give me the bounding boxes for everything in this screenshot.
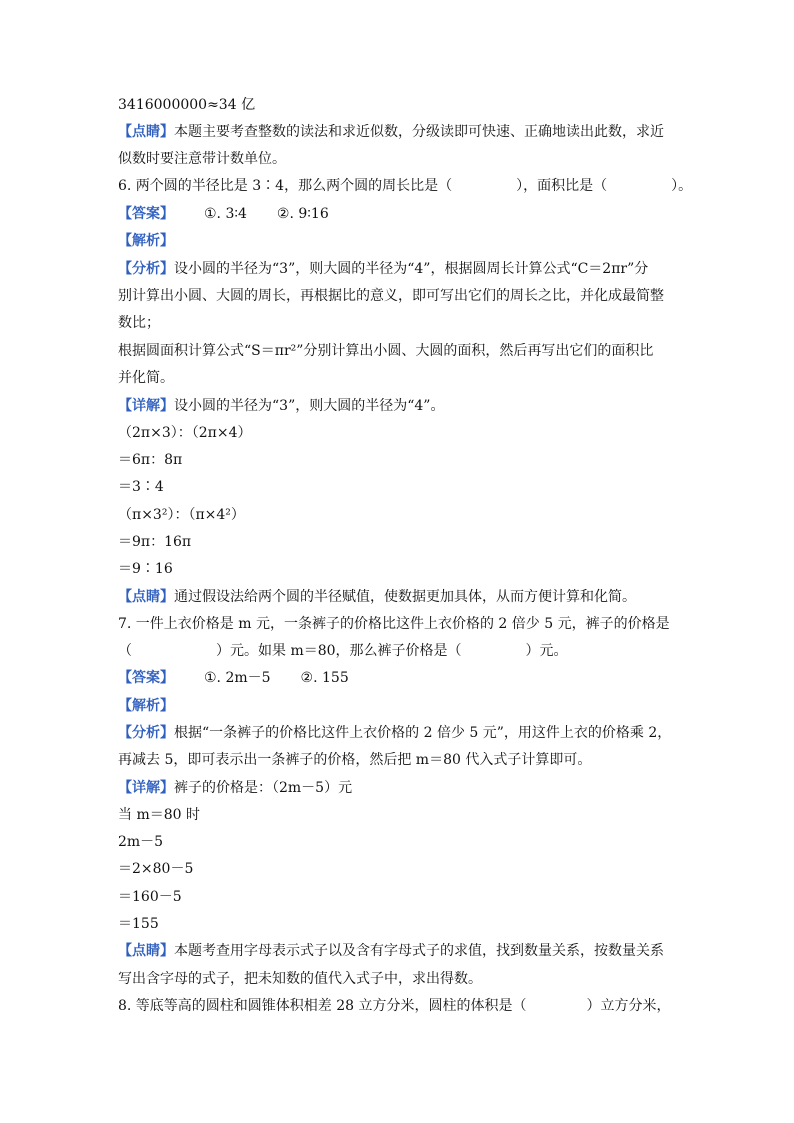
q6-analysis-line [118,231,174,251]
q6-fenxi-line-3 [118,313,160,333]
q7-fenxi-line-2 [118,750,591,770]
q7-question-text-1: 7. 一件上衣价格是 m 元，一条裤子的价格比这件上衣价格的 2 倍少 5 元，裤子的价格是 [118,616,670,632]
q6-answer-tag: 【答案】 [118,206,174,222]
q7-answer-2: ②. 155 [300,670,349,686]
q6-question-part-b: ），面积比是（ [516,178,608,194]
q7-question-part-a: （ [118,643,132,659]
q7-answer-1: ①. 2m－5 [204,670,271,686]
q8-question-line [118,996,671,1016]
q6-question-line [118,176,692,196]
q7-step-3: ＝2×80－5 [118,861,194,877]
q7-comment-text-1: 本题考查用字母表示式子以及含有字母式子的求值，找到数量关系，按数量关系 [174,943,664,959]
q6-answer-1: ①. 3∶4 [204,206,247,222]
q5-comment-line-2 [118,149,286,169]
q6-step-5: ＝9π：16π [118,534,192,550]
q7-step-4: ＝160－5 [118,889,182,905]
q7-answer-tag: 【答案】 [118,670,174,686]
q6-comment-text: 通过假设法给两个圆的半径赋值，使数据更加具体，从而方便计算和化简。 [174,589,636,605]
q7-step-2: 2m－5 [118,834,164,850]
q7-comment-tag: 【点睛】 [118,943,174,959]
q8-question-part-a: 8. 等底等高的圆柱和圆锥体积相差 28 立方分米，圆柱的体积是（ [118,998,527,1014]
q6-answer-2: ②. 9∶16 [276,206,329,222]
q6-fenxi-text-5: 并化简。 [118,370,174,386]
q6-fenxi-tag: 【分析】 [118,261,174,277]
q6-answer-line [118,204,329,224]
q7-fenxi-text-2: 再减去 5，即可表示出一条裤子的价格，然后把 m＝80 代入式子计算即可。 [118,752,592,768]
q6-detail-text: 设小圆的半径为“3”，则大圆的半径为“4”。 [174,398,445,414]
q6-analysis-tag: 【解析】 [118,233,174,249]
q6-fenxi-line-4 [118,341,653,361]
q5-comment-tag: 【点睛】 [118,124,174,140]
q7-comment-line-1 [118,941,664,961]
q6-comment-tag: 【点睛】 [118,589,174,605]
q7-step-1: 当 m＝80 时 [118,807,200,823]
q5-comment-text-1: 本题主要考查整数的读法和求近似数，分级读即可快速、正确地读出此数，求近 [174,124,664,140]
q7-analysis-line [118,696,174,716]
q7-fenxi-tag: 【分析】 [118,725,174,741]
q6-comment-line [118,587,636,607]
q6-detail-line [118,396,444,416]
q5-comment-text-2: 似数时要注意带计数单位。 [118,151,286,167]
q7-comment-line-2 [118,969,482,989]
q7-fenxi-line-1 [118,723,671,743]
q6-fenxi-line-1 [118,259,648,279]
q5-comment-line-1 [118,122,664,142]
q7-answer-line [118,668,349,688]
q7-detail-line [118,778,352,798]
q6-detail-tag: 【详解】 [118,398,174,414]
q6-fenxi-line-2 [118,286,664,306]
q6-fenxi-text-3: 数比； [118,315,160,331]
q7-question-line-1 [118,614,670,634]
q7-question-part-b: ）元。如果 m＝80，那么裤子价格是（ [216,643,462,659]
q6-step-3: ＝3∶4 [118,479,164,495]
q6-question-part-c: ）。 [671,178,693,194]
q7-comment-text-2: 写出含字母的式子，把未知数的值代入式子中，求出得数。 [118,971,482,987]
q7-question-line-2 [118,641,568,661]
q6-step-6: ＝9∶16 [118,561,173,577]
q7-fenxi-text-1: 根据“一条裤子的价格比这件上衣价格的 2 倍少 5 元”，用这件上衣的价格乘 2， [174,725,672,741]
q6-question-part-a: 6. 两个圆的半径比是 3∶4，那么两个圆的周长比是（ [118,178,453,194]
q6-fenxi-text-1: 设小圆的半径为“3”，则大圆的半径为“4”，根据圆周长计算公式“C＝2πr”分 [174,261,649,277]
q6-fenxi-text-4: 根据圆面积计算公式“S＝πr²”分别计算出小圆、大圆的面积，然后再写出它们的面积比 [118,343,654,359]
q7-analysis-tag: 【解析】 [118,698,174,714]
q6-step-4: （π×3²）：（π×4²） [118,507,245,523]
q7-step-5: ＝155 [118,916,159,932]
q7-question-part-c: ）元。 [525,643,568,659]
q7-detail-text: 裤子的价格是：（2m－5）元 [174,780,353,796]
q6-fenxi-text-2: 别计算出小圆、大圆的周长，再根据比的意义，即可写出它们的周长之比，并化成最简整 [118,288,664,304]
q6-fenxi-line-5 [118,368,174,388]
q8-question-part-b: ）立方分米， [586,998,671,1014]
q5-result: 3416000000≈34 亿 [118,97,256,113]
q7-detail-tag: 【详解】 [118,780,174,796]
q6-step-1: （2π×3）：（2π×4） [118,425,252,441]
q5-result-line [118,95,255,115]
q6-step-2: ＝6π：8π [118,452,183,468]
